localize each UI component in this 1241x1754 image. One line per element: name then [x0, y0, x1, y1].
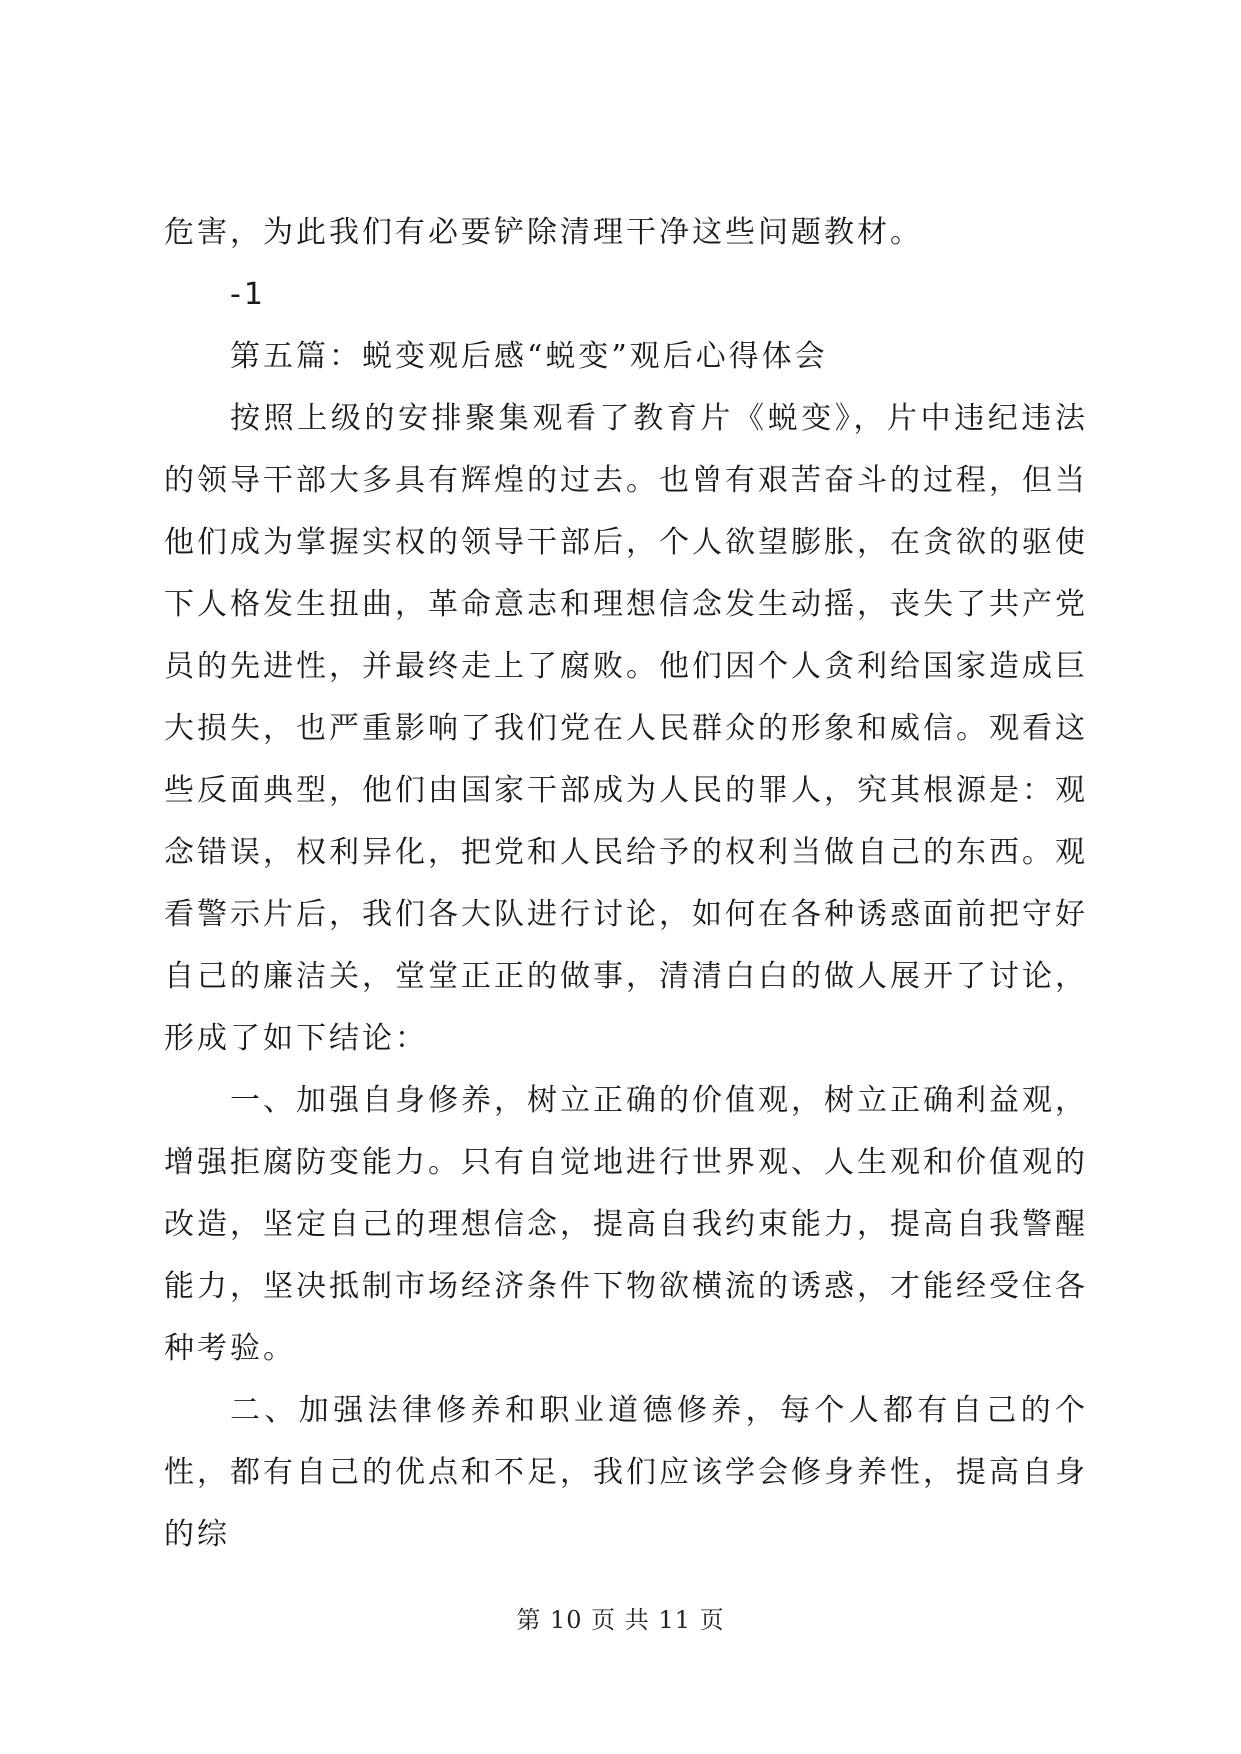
page-footer: 第 10 页 共 11 页: [516, 1606, 725, 1634]
section-heading: 第五篇：蜕变观后感“蜕变”观后心得体会: [230, 339, 828, 374]
paragraph-intro: 按照上级的安排聚集观看了教育片《蜕变》，片中违纪违法的领导干部大多具有辉煌的过去。也曾有艰苦奋斗的过程，但当他们成为掌握实权的领导干部后，个人欲望膨胀，在贪欲的驱使下人格发生扭曲，革命意志和理想信念发生动摇，丧失了共产党员的先进性，并最终走上了腐败。他们因个人贪利给国家造成巨大损失，也严重影响了我们党在人民群众的形象和威信。观看这些反面典型，他们由国家干部成为人民的罪人，究其根源是：观念错误，权利异化，把党和人民给予的权利当做自己的东西。观看警示片后，我们各大队进行讨论，如何在各种诱惑面前把守好自己的廉洁关，堂堂正正的做事，清清白白的做人展开了讨论，形成了如下结论：: [164, 401, 1088, 1056]
document-body: [164, 202, 1088, 1566]
paragraph-point-one: 一、加强自身修养，树立正确的价值观，树立正确利益观，增强拒腐防变能力。只有自觉地进行世界观、人生观和价值观的改造，坚定自己的理想信念，提高自我约束能力，提高自我警醒能力，坚决抵制市场经济条件下物欲横流的诱惑，才能经受住各种考验。: [164, 1083, 1088, 1366]
paragraph-continuation: 危害，为此我们有必要铲除清理干净这些问题教材。: [164, 215, 923, 250]
paragraph-point-two: 二、加强法律修养和职业道德修养，每个人都有自己的个性，都有自己的优点和不足，我们应该学会修身养性，提高自身的综: [164, 1393, 1088, 1552]
page-marker: -1: [230, 277, 266, 312]
